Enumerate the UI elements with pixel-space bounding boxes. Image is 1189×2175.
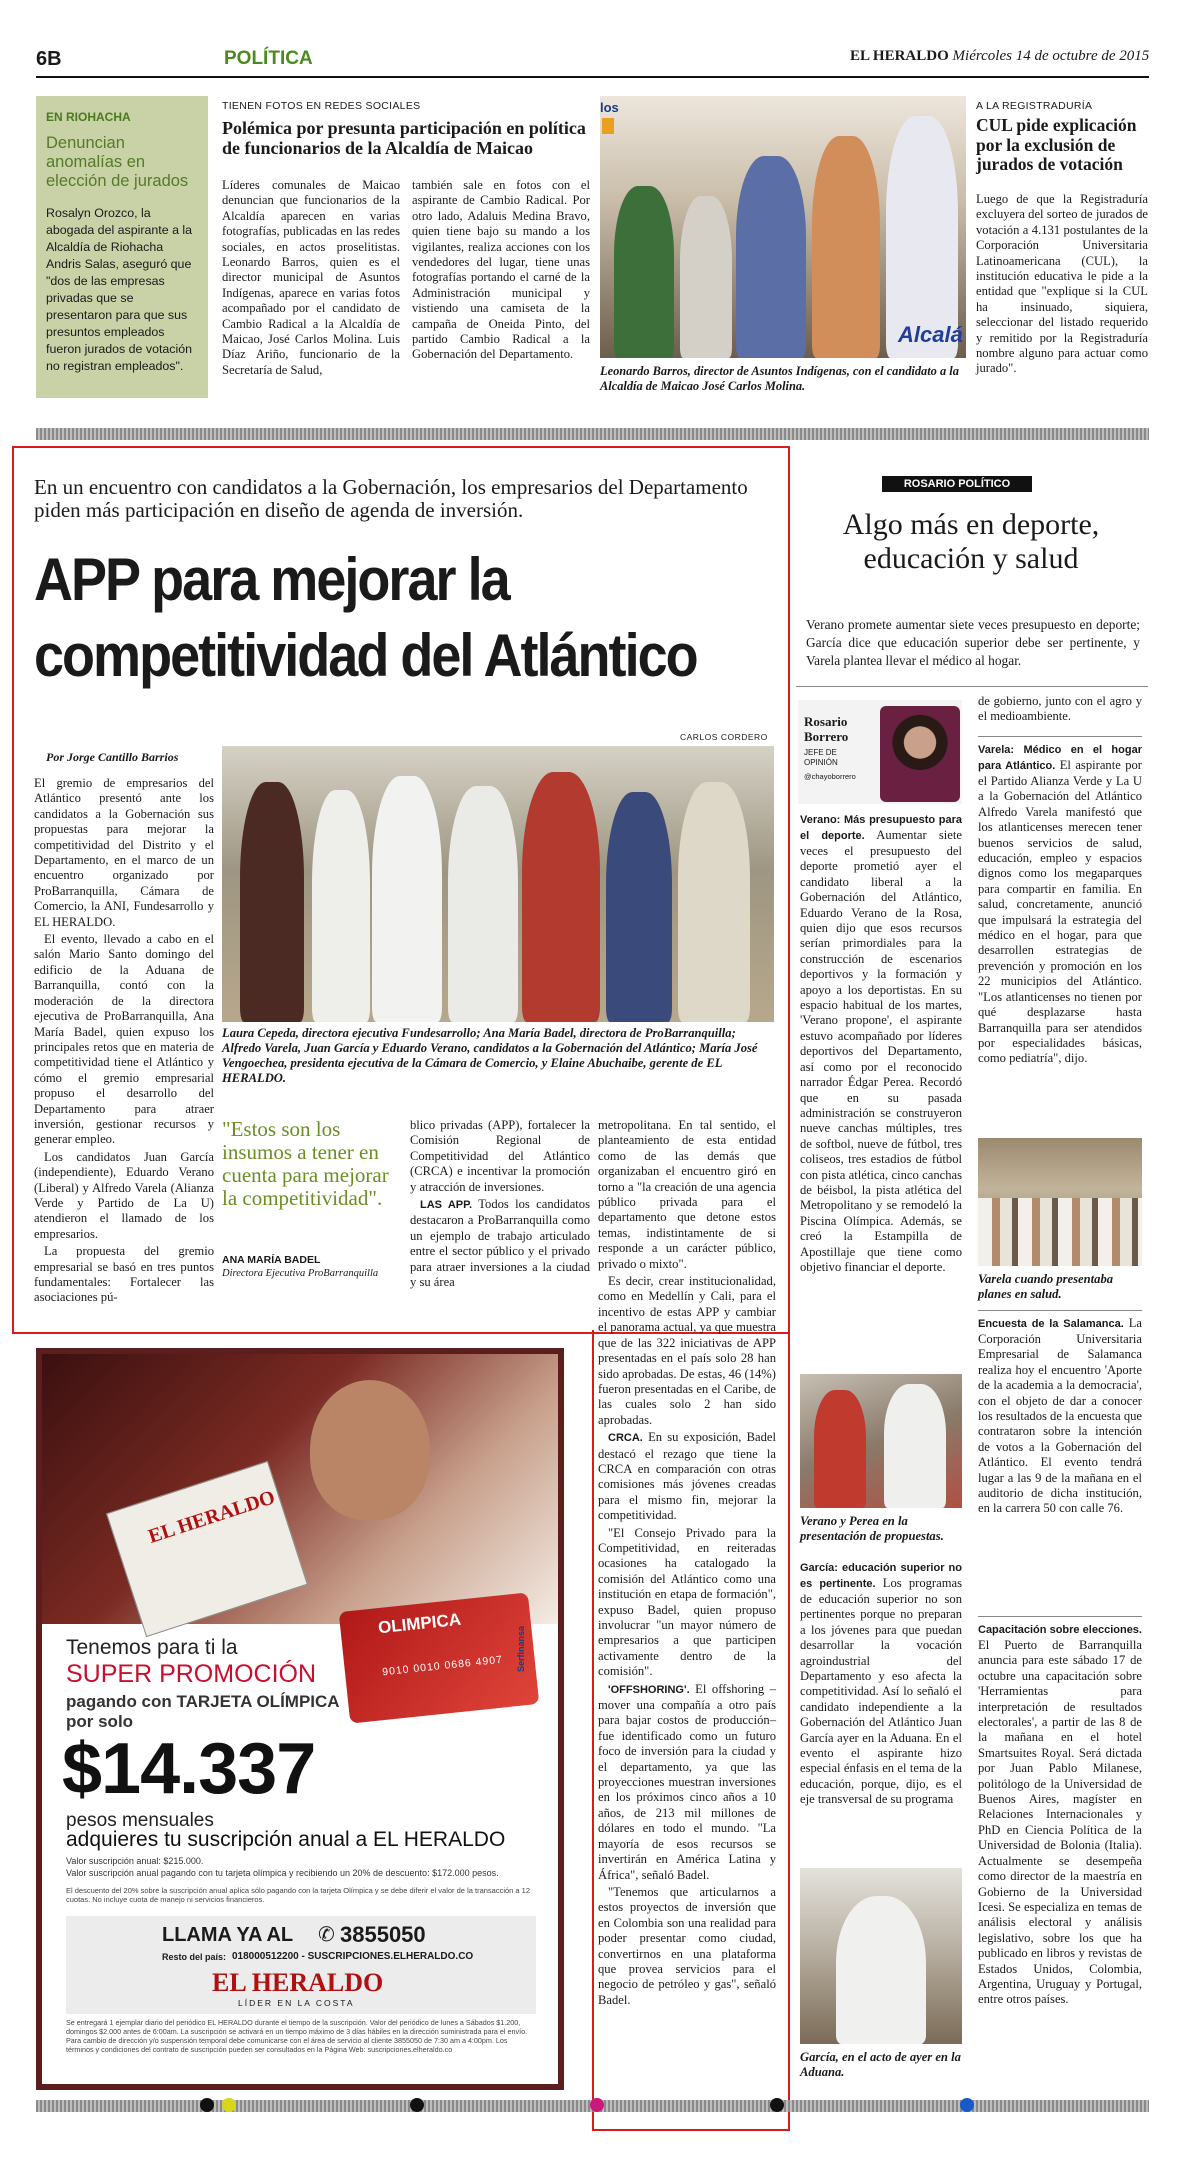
- encuesta-rule: [978, 1616, 1142, 1617]
- main-col3-p2-text: Todos los candidatos destacaron a ProBarranquilla como un ejemplo de trabajo articulado entre el sector público y el privado para atraer inversiones a la ciudad y su área: [410, 1197, 591, 1290]
- ad-rest: 018000512200 - SUSCRIPCIONES.ELHERALDO.CO: [232, 1951, 474, 1962]
- main-col1: [34, 776, 214, 1308]
- photo-logo-mark: [602, 118, 614, 134]
- riohacha-body: Rosalyn Orozco, la abogada del aspirante a la Alcaldía de Riohacha Andris Salas, aseguró que "dos de las empresas privadas que se presentaron para que sus presuntos empleados fueron jurados de votación no registran empleados".: [46, 206, 193, 373]
- ad-line5: pesos mensuales: [66, 1810, 214, 1831]
- main-deck: En un encuentro con candidatos a la Gobernación, los empresarios del Departamento piden más participación en diseño de agenda de inversión.: [34, 475, 748, 522]
- encuesta-section: [978, 1316, 1142, 1519]
- varela-section: [978, 742, 1142, 1069]
- encuesta-head: Encuesta de la Salamanca.: [978, 1318, 1124, 1330]
- garcia-photo: [800, 1868, 962, 2044]
- main-col4-p4: "El Consejo Privado para la Competitividad, en reiteradas ocasiones ha catalogado la comisión del Atlántico como una institución en etapa de formación", expuso Badel, quien propuso involucrar "un mayor número de empresarios a que participen activamente dentro de la comisión".: [598, 1525, 776, 1679]
- ad-price: $14.337: [62, 1729, 316, 1809]
- photo-person: [678, 782, 750, 1022]
- ad-call: LLAMA YA AL: [162, 1924, 294, 1946]
- verano-body: Aumentar siete veces el presupuesto del deporte prometió ayer el candidato liberal a la Gobernación del Atlántico, Eduardo Verano de la Rosa, quien dijo que esos recursos serían primordiales para la construcción de escenarios deportivos y la formación y apoyo a los deportistas. En su espacio habitual de los martes, 'Verano propone', el aspirante estuvo acompañado por líderes deportivos del Departamento, así como por el reconocido narrador Édgar Perea. Recordó que en su pasada administración se construyeron nueve canchas múltiples, tres de softbol, nueve de fútbol, tres coliseos, tres estadios de fútbol con pista atlética, cinco canchas de béisbol, la pista atlética del Metropolitano y se remodeló la Piscina Olímpica. Además, se creó la Estampilla de Apostillaje que tiene como objetivo financiar el deporte.: [800, 828, 962, 1274]
- main-col1-p2: El evento, llevado a cabo en el salón Mario Santo domingo del edificio de la Aduana de Barranquilla, contó con la moderación de la directora ejecutiva de ProBarranquilla, Ana María Badel, quien expuso los principales retos que en materia de competitividad tiene el Atlántico y cómo el gremio empresarial propuso el desarrollo del Departamento para atraer inversión, gestionar recursos y generar empleo.: [34, 932, 214, 1147]
- photo-person: [680, 196, 732, 358]
- main-col4-p1: metropolitana. En tal sentido, el planteamiento de esta entidad como de las demás que organizaban el encuentro giró en torno a "la creación de una agencia público privada para el departamento que detone estos temas, indistintamente de si responde a un carácter público, privado o mixto".: [598, 1118, 776, 1271]
- main-headline-2: competitividad del Atlántico: [34, 622, 697, 689]
- rosario-col2-rule: [978, 736, 1142, 737]
- photo-person: [884, 1384, 946, 1508]
- main-col1-p3: Los candidatos Juan García (independiente), Eduardo Verano (Liberal) y Alfredo Varela (Alianza Verde y Partido de La U) atendieron el llamado de los empresarios.: [34, 1149, 214, 1241]
- ad-line1: Tenemos para ti la: [66, 1636, 238, 1659]
- page-number: 6B: [36, 48, 62, 70]
- main-col4-p3-text: En su exposición, Badel destacó el rezago que tiene la CRCA en comparación con otras comisiones más jóvenes creadas para el mismo fin, mejorar la competitividad.: [598, 1430, 776, 1523]
- rosario-kicker: ROSARIO POLÍTICO: [882, 476, 1032, 492]
- main-col3-p1: blico privadas (APP), fortalecer la Comisión Regional de Competitividad del Atlántico (CRCA) e incentivar la promoción y atracción de inversiones.: [410, 1118, 590, 1194]
- varela-body: El aspirante por el Partido Alianza Verde y La U a la Gobernación del Atlántico Alfredo Varela manifestó que los atlanticenses merecen tener buenos servicios de salud, educación, empleo y espacios dignos como los megaparques para compartir en familia. En salud, concretamente, anunció que impulsará la estrategia del médico en el hogar, para que desarrollen estrategias de prevención y promoción en los 22 municipios del Atlántico. "Los atlanticenses no tienen por qué desplazarse hasta Barranquilla para ser atendidos por especialidades básicas, como pediatría", dijo.: [978, 758, 1143, 1066]
- pull-quote: "Estos son los insumos a tener en cuenta para mejorar la competitividad".: [222, 1117, 389, 1210]
- columnist-last: Borrero: [804, 729, 849, 744]
- photo-logo-text: los: [600, 100, 619, 115]
- verano-section: [800, 812, 962, 1277]
- header-paper-date: [850, 48, 1149, 65]
- byline: Por Jorge Cantillo Barrios: [46, 750, 179, 764]
- header-rule: [36, 76, 1149, 78]
- ad-brand: EL HERALDO: [212, 1968, 384, 1997]
- ad-woman-face: [310, 1380, 430, 1520]
- maicao-photo: [600, 96, 966, 358]
- maicao-title: Polémica por presunta participación en política de funcionarios de la Alcaldía de Maicao: [222, 118, 586, 158]
- maicao-col1: Líderes comunales de Maicao denuncian que funcionarios de la Alcaldía aparecen en varias fotografías, publicadas en las redes sociales, en actos proselitistas. Leonardo Barros, quien es el director municipal de Asuntos Indígenas, aparece en varias fotos acompañado por el candidato de Cambio Radical a la Alcaldía de Maicao, José Carlos Molina. Luis Díaz Ariño, funcionario de la Secretaría de Salud,: [222, 178, 400, 377]
- color-dot: [770, 2098, 784, 2112]
- ad-phone: 3855050: [340, 1922, 426, 1947]
- print-registration-marks: [200, 2098, 980, 2114]
- garcia-head: García: educación superior no es pertinente.: [800, 1562, 962, 1590]
- ad-fine2: Valor suscripción anual pagando con tu tarjeta olímpica y recibiendo un 20% de descuento: $172.000 pesos.: [66, 1868, 499, 1878]
- photo-person: [836, 1896, 926, 2044]
- ad-line2: SUPER PROMOCIÓN: [66, 1660, 317, 1688]
- main-col1-p1: El gremio de empresarios del Atlántico presentó ante los candidatos a la Gobernación sus propuestas para mejorar la competitividad del Distrito y el Departamento, en el marco de un encuentro organizado por ProBarranquilla, Cámara de Comercio, la ANI, Fundesarrollo y EL HERALDO.: [34, 776, 214, 929]
- main-col4-p2: Es decir, crear institucionalidad, como en Medellín y Cali, para el incentivo de estas APP y cambiar el panorama actual, ya que muestra que de las 322 iniciativas de APP presentadas en el país solo 28 han sido aprobadas. De estas, 46 (14%) fueron presentadas en el Caribe, de las cuales solo 2 han sido aprobadas.: [598, 1274, 776, 1427]
- rosario-deck-rule: [796, 686, 1148, 687]
- subhead-app: LAS APP.: [420, 1199, 473, 1212]
- garcia-caption: García, en el acto de ayer en la Aduana.: [800, 2050, 961, 2079]
- main-col3: [410, 1118, 590, 1292]
- color-dot: [222, 2098, 236, 2112]
- verano-perea-caption: Verano y Perea en la presentación de propuestas.: [800, 1514, 944, 1543]
- ad-card-number: 9010 0010 0686 4907: [381, 1653, 504, 1679]
- verano-head: Verano: Más presupuesto para el deporte.: [800, 814, 962, 842]
- riohacha-kicker: EN RIOHACHA: [46, 110, 131, 124]
- subhead-crca: CRCA.: [608, 1432, 643, 1445]
- capacitacion-body: El Puerto de Barranquilla anuncia para este sábado 17 de octubre una capacitación sobre 'Herramientas para interpretación de resultados electorales', a partir de las 8 de la mañana en el hotel Smartsuites Royal. Será dictada por Juan Pablo Milanese, politólogo de la Universidad de Buenos Aires, magíster en Relaciones Internacionales y PhD en Ciencia Política de la Universidad de Bolonia (Italia). Actualmente se desempeña como director de la maestría en Gobierno de la Universidad Icesi. Se especializa en temas de análisis electoral y análisis legislativo, sobre los que ha publicado en libros y revistas de Estados Unidos, Colombia, Argentina, Uruguay y Portugal, entre otros países.: [978, 1638, 1142, 2007]
- rosario-deck: Verano promete aumentar siete veces presupuesto en deporte; García dice que educación superior debe ser pertinente, y Varela plantea llevar el médico al hogar.: [806, 617, 1140, 668]
- columnist-role: JEFE DE OPINIÓN: [804, 748, 838, 767]
- photo-crowd: [978, 1198, 1142, 1266]
- photo-campaign-sign: Alcalá: [898, 322, 963, 347]
- maicao-caption: Leonardo Barros, director de Asuntos Indígenas, con el candidato a la Alcaldía de Maicao José Carlos Molina.: [600, 364, 959, 393]
- riohacha-box: [36, 96, 208, 398]
- columnist-box: [798, 700, 962, 804]
- photo-person: [240, 782, 304, 1022]
- cul-kicker: A LA REGISTRADURÍA: [976, 100, 1093, 112]
- quote-name: ANA MARÍA BADEL: [222, 1254, 321, 1266]
- encuesta-body: La Corporación Universitaria Empresarial de Salamanca realiza hoy el encuentro 'Aporte de la academia a la democracia', con el objeto de dar a conocer los resultados de la encuesta que contrataron sobre la intención de votos a la Gobernación del Atlántico. El evento tendrá lugar a las 9 de la mañana en el auditorio de dicha institución, en la carrera 50 con calle 76.: [978, 1316, 1143, 1516]
- capacitacion-head: Capacitación sobre elecciones.: [978, 1624, 1142, 1636]
- columnist-avatar: [880, 706, 960, 802]
- ad-line4: por solo: [66, 1712, 134, 1731]
- photo-person: [606, 792, 672, 1022]
- rosario-title: Algo más en deporte, educación y salud: [842, 508, 1100, 575]
- main-col1-p4: La propuesta del gremio empresarial se basó en tres puntos fundamentales: Fortalecer las asociaciones pú-: [34, 1244, 214, 1305]
- main-col4-p6: "Tenemos que articularnos a estos proyectos de inversión que en Colombia son una realidad para poder presentar como ciudad, convertirnos en una plataforma que provea servicios para el negocio de petróleo y gas", señaló Badel.: [598, 1884, 776, 2007]
- color-dot: [410, 2098, 424, 2112]
- ad-tagline: LÍDER EN LA COSTA: [238, 1998, 355, 2008]
- varela-caption: Varela cuando presentaba planes en salud.: [978, 1272, 1114, 1301]
- columnist-first: Rosario: [804, 714, 848, 729]
- photo-person: [614, 186, 674, 358]
- photo-person: [814, 1390, 866, 1508]
- quote-role: Directora Ejecutiva ProBarranquilla: [222, 1268, 379, 1279]
- photo-person: [812, 136, 880, 358]
- issue-date: Miércoles 14 de octubre de 2015: [952, 48, 1150, 64]
- phone-icon: ✆: [318, 1924, 335, 1946]
- ad-card-brand: OLIMPICA: [377, 1609, 462, 1638]
- top-divider-strip: [36, 428, 1149, 440]
- ad-line6: adquieres tu suscripción anual a EL HERALDO: [66, 1828, 506, 1851]
- subscription-ad: [36, 1348, 564, 2090]
- subhead-offshoring: 'OFFSHORING'.: [608, 1683, 690, 1696]
- photo-credit: CARLOS CORDERO: [680, 732, 768, 742]
- verano-perea-photo: [800, 1374, 962, 1508]
- cul-body: Luego de que la Registraduría excluyera del sorteo de jurados de votación a 4.131 postulantes de la Corporación Universitaria Latinoamericana (CUL), la institución educativa le pide a la entidad que "explique si la CUL ha insinuado, siquiera, seleccionar del listado requerido y remitido por la Registraduría nombre alguno para actuar como jurado".: [976, 192, 1148, 376]
- garcia-section: [800, 1560, 962, 1810]
- paper-name: EL HERALDO: [850, 48, 949, 64]
- photo-person: [312, 790, 370, 1022]
- rosario-col2-top: de gobierno, junto con el agro y el medioambiente.: [978, 694, 1142, 724]
- ad-newspaper-masthead: EL HERALDO: [145, 1486, 278, 1548]
- main-photo: [222, 746, 774, 1022]
- color-dot: [200, 2098, 214, 2112]
- varela-photo: [978, 1138, 1142, 1266]
- varela-caption-rule: [978, 1310, 1142, 1311]
- main-col4-p5-text: El offshoring –mover una compañía a otro país para bajar costos de producción– fue identificado como un futuro foco de inversión para la ciudad y el departamento, ya que las proyecciones muestran inversiones en los próximos cinco años a 10 años, de 213 mil millones de dólares en todo el mundo. "La mayoría de esos recursos se invertirán en América Latina y África", señaló Badel.: [598, 1681, 776, 1882]
- ad-legal: Se entregará 1 ejemplar diario del periódico EL HERALDO durante el tiempo de la suscripción. Valor del periódico de lunes a Sábados $1.200, domingos $2.000 antes de 6:00am. La suscripción se activará en un tiempo máximo de 3 días hábiles en la dirección suministrada para el envío. Para cambio de dirección y/o suspensión temporal debe comunicarse con el área de servicio al cliente 3855050 de 7:30 am a 4:00pm. Los términos y condiciones del contrato de suscripción pueden ser consultados en la Página Web: suscripciones.elheraldo.co: [66, 2018, 528, 2054]
- capacitacion-section: [978, 1622, 1142, 2010]
- photo-person: [372, 776, 442, 1022]
- varela-head: Varela: Médico en el hogar para Atlántico.: [978, 744, 1142, 772]
- photo-person: [448, 786, 518, 1022]
- ad-fine1: Valor suscripción anual: $215.000.: [66, 1856, 204, 1866]
- maicao-col2: también sale en fotos con el aspirante de Cambio Radical. Por otro lado, Adaluis Medina Bravo, quien tiene bajo su mando a los vigilantes, realiza acciones con los vendedores del lugar, tiene unas fotografías portando el carné de la Administración municipal y vistiendo una camiseta de la campaña de Oneida Pinto, del partido Cambio Radical a la Gobernación del Departamento.: [412, 178, 590, 362]
- garcia-body: Los programas de educación superior no son pertinentes porque no preparan a los jóvenes para que puedan desarrollar la vocación agroindustrial del Departamento y eso afecta la competitividad. Así lo señaló el candidato independiente a la Gobernación del Atlántico Juan García ayer en la Aduana. En el evento el aspirante hizo especial énfasis en el tema de la educación, porque, dijo, es el eje transversal de su programa: [800, 1576, 962, 1807]
- main-col3-p2: [410, 1197, 590, 1290]
- ad-line3: pagando con TARJETA OLÍMPICA: [66, 1692, 340, 1711]
- maicao-kicker: TIENEN FOTOS EN REDES SOCIALES: [222, 100, 421, 112]
- columnist-handle: @chayoborrero: [804, 772, 856, 781]
- section-name: POLÍTICA: [224, 48, 313, 69]
- ad-fine3: El descuento del 20% sobre la suscripción anual aplica sólo pagando con la tarjeta Olímpica y se debe diferir el valor de la transacción a 12 cuotas. No incluye cuota de manejo ni servicios financieros.: [66, 1886, 531, 1904]
- photo-person: [522, 772, 600, 1022]
- main-headline-1: APP para mejorar la: [34, 546, 509, 613]
- color-dot: [960, 2098, 974, 2112]
- col4-highlight: [592, 1330, 790, 2131]
- cul-title: CUL pide explicación por la exclusión de jurados de votación: [976, 115, 1137, 174]
- photo-person: [736, 156, 806, 358]
- ad-card-bank: Serfinansa: [516, 1625, 527, 1673]
- color-dot: [590, 2098, 604, 2112]
- main-photo-caption: Laura Cepeda, directora ejecutiva Fundesarrollo; Ana María Badel, directora de ProBarranquilla; Alfredo Varela, Juan García y Eduardo Verano, candidatos a la Gobernación del Atlántico; María José Vengoechea, presidenta ejecutiva de la Cámara de Comercio, y Elaine Abuchaibe, gerente de EL HERALDO.: [222, 1026, 758, 1085]
- ad-rest-label: Resto del país:: [162, 1952, 227, 1962]
- riohacha-title: Denuncian anomalías en elección de jurados: [46, 134, 189, 190]
